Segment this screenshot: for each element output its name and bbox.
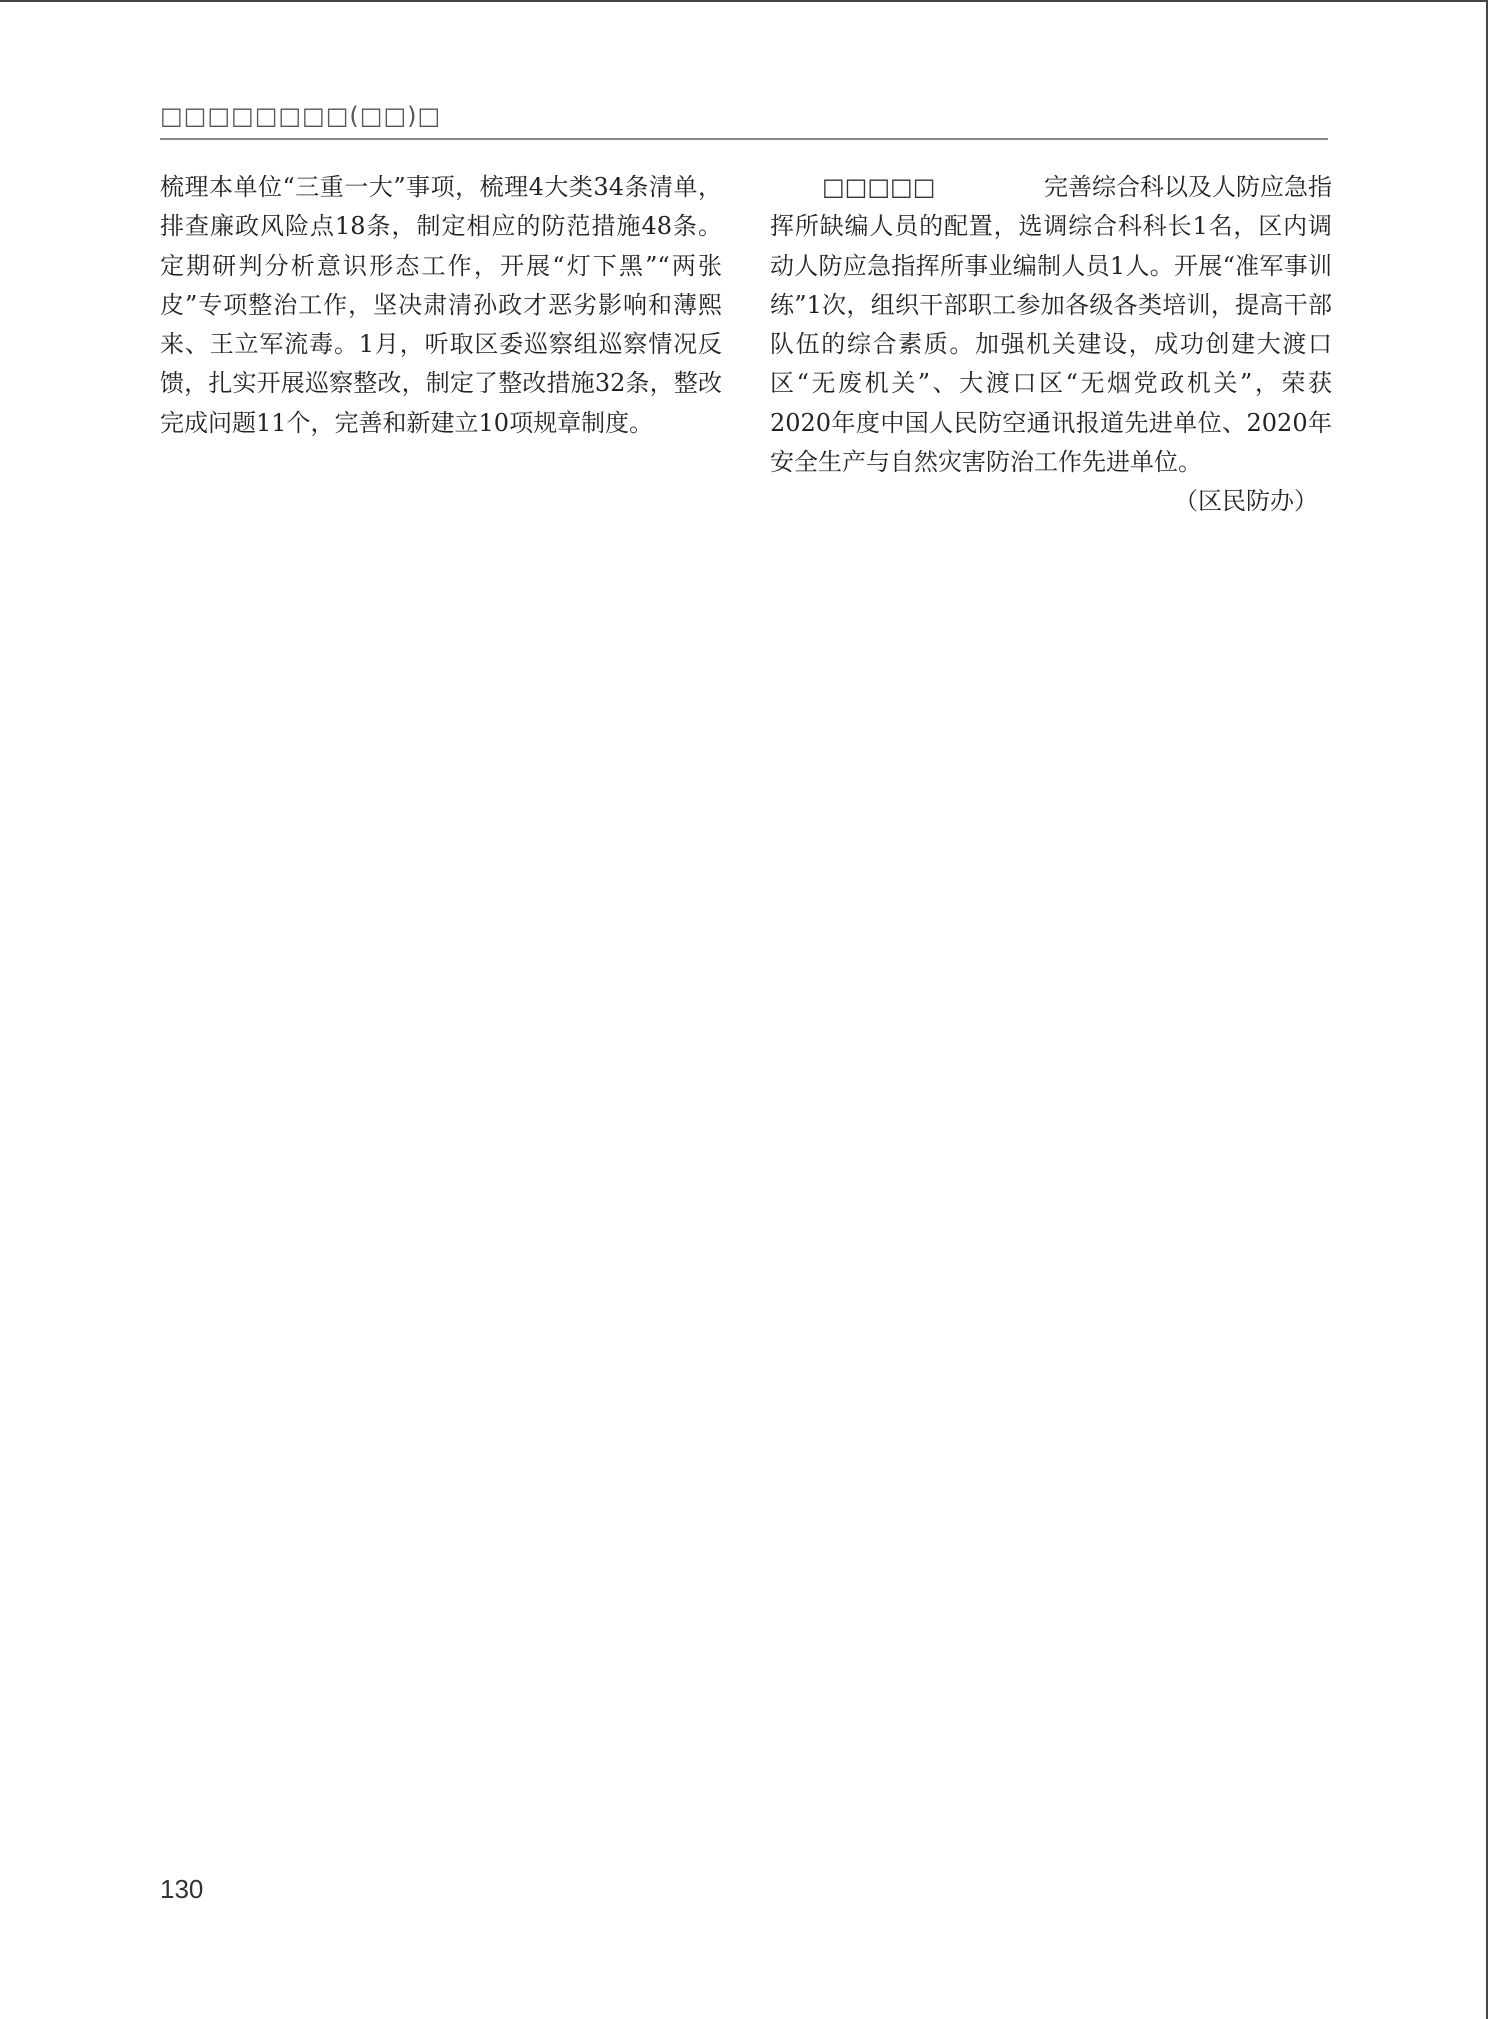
source-note: （区民防办） (1174, 487, 1318, 516)
left-paragraph: 梳理本单位“三重一大”事项，梳理4大类34条清单，排查廉政风险点18条，制定相应的防范措施48条。定期研判分析意识形态工作，开展“灯下黑”“两张皮”专项整治工作，坚决肃清孙政才恶劣影响和薄熙来、王立军流毒。1月，听取区委巡察组巡察情况反馈，扎实开展巡察整改，制定了整改措施32条，整改完成问题11个，完善和新建立10项规章制度。 (160, 173, 722, 437)
running-header (160, 100, 1328, 140)
left-column (160, 168, 722, 443)
right-column (770, 168, 1332, 522)
page-number: 130 (160, 1874, 204, 1904)
right-paragraph (770, 168, 1332, 482)
section-heading: □□□□□ (822, 173, 936, 201)
header-title: □□□□□□□□(□□)□ (160, 102, 442, 130)
right-paragraph-text: 完善综合科以及人防应急指挥所缺编人员的配置，选调综合科科长1名，区内调动人防应急指挥所事业编制人员1人。开展“准军事训练”1次，组织干部职工参加各级各类培训，提高干部队伍的综合素质。加强机关建设，成功创建大渡口区“无废机关”、大渡口区“无烟党政机关”，荣获2020年度中国人民防空通讯报道先进单位、2020年安全生产与自然灾害防治工作先进单位。 (770, 173, 1332, 477)
